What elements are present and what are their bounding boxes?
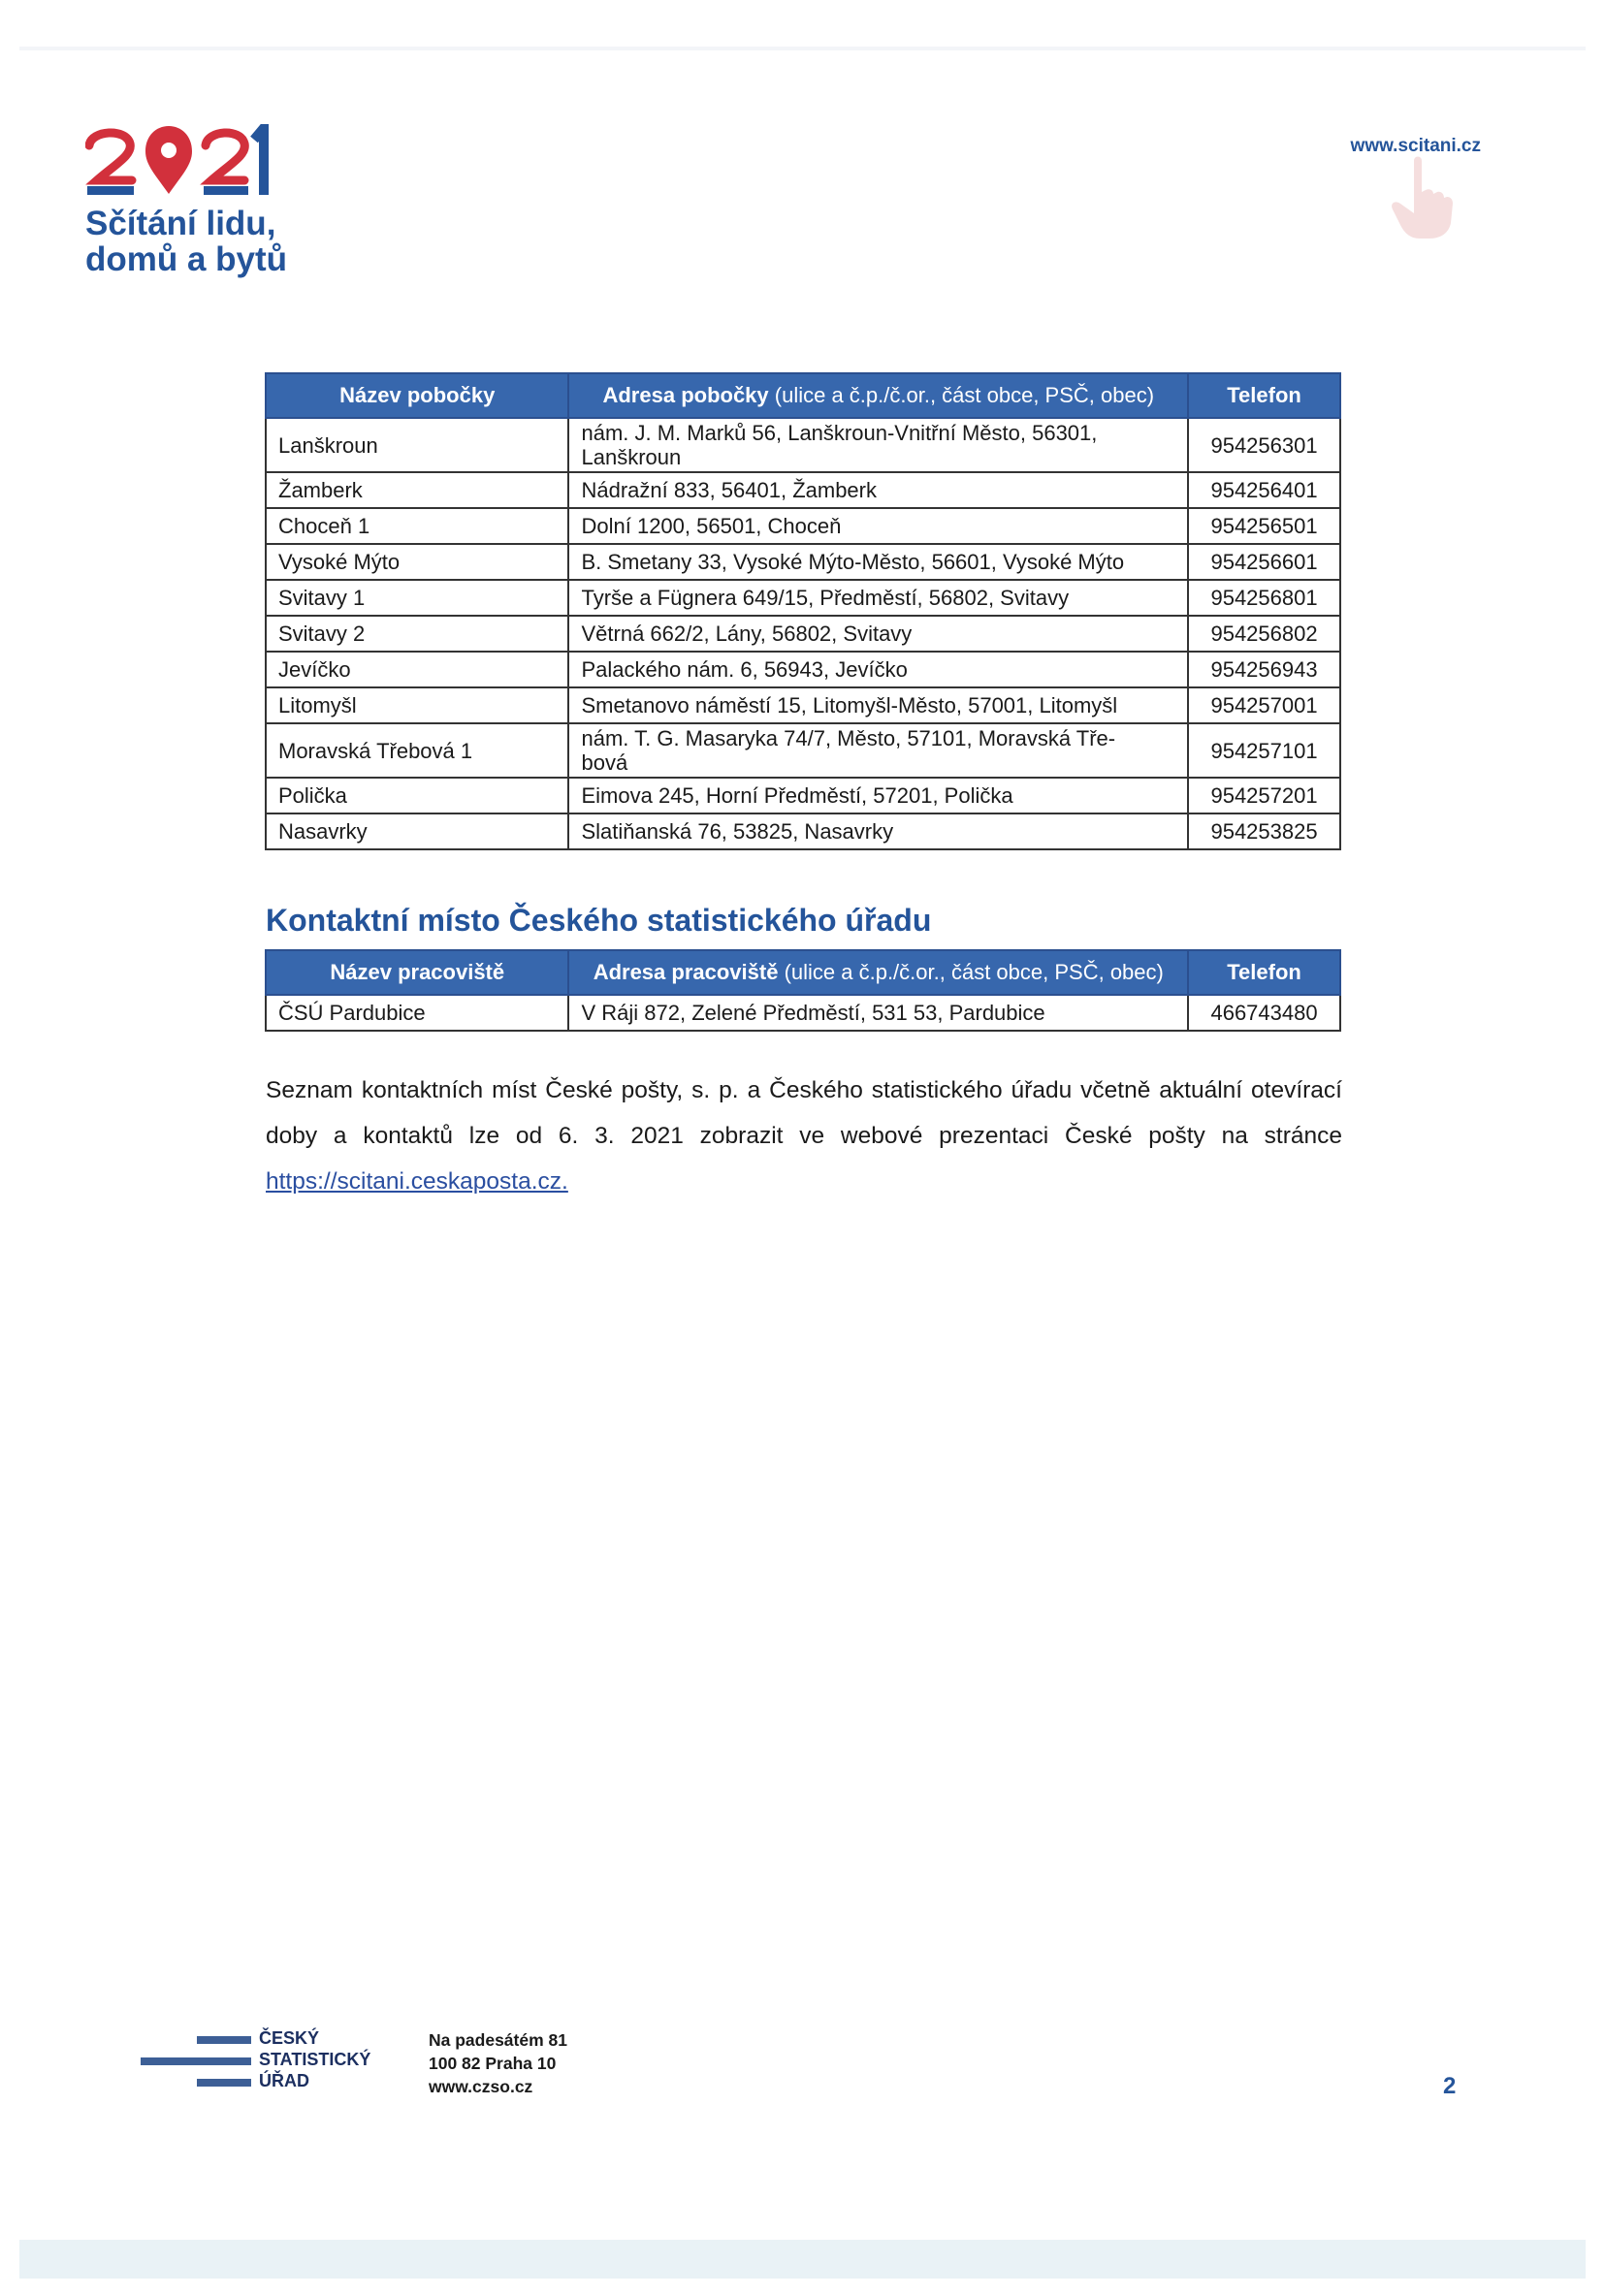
office-address: V Ráji 872, Zelené Předměstí, 531 53, Pardubice <box>568 995 1188 1031</box>
logo-bar <box>197 2079 251 2087</box>
column-header-address: Adresa pracoviště (ulice a č.p./č.or., část obce, PSČ, obec) <box>568 950 1188 995</box>
branch-name: Litomyšl <box>266 687 568 723</box>
table-row <box>266 472 1340 508</box>
table-row <box>266 723 1340 778</box>
logo-title-line1: Sčítání lidu, <box>85 205 276 242</box>
address-website[interactable]: www.czso.cz <box>429 2077 533 2096</box>
logo-bar <box>141 2057 251 2065</box>
branch-name: Polička <box>266 778 568 813</box>
census-2021-logo-mark <box>85 124 270 197</box>
table-row <box>266 508 1340 544</box>
branch-phone: 954256401 <box>1188 472 1340 508</box>
info-paragraph <box>266 1068 1342 1204</box>
branch-phone: 954256601 <box>1188 544 1340 580</box>
branch-address: Nádražní 833, 56401, Žamberk <box>568 472 1188 508</box>
table-row <box>266 778 1340 813</box>
branch-name: Svitavy 1 <box>266 580 568 616</box>
branch-phone: 954253825 <box>1188 813 1340 849</box>
branch-phone: 954256943 <box>1188 652 1340 687</box>
table-row <box>266 580 1340 616</box>
column-header-name: Název pracoviště <box>266 950 568 995</box>
branch-address: Smetanovo náměstí 15, Litomyšl-Město, 57001, Litomyšl <box>568 687 1188 723</box>
branch-table-header <box>266 373 1340 418</box>
branch-address: nám. T. G. Masaryka 74/7, Město, 57101, Moravská Tře- bová <box>568 723 1188 778</box>
branch-table <box>265 372 1341 850</box>
branch-address: nám. J. M. Marků 56, Lanškroun-Vnitřní Město, 56301, Lanškroun <box>568 418 1188 472</box>
table-row <box>266 813 1340 849</box>
branch-name: Lanškroun <box>266 418 568 472</box>
column-header-address: Adresa pobočky (ulice a č.p./č.or., část obce, PSČ, obec) <box>568 373 1188 418</box>
branch-address: Tyrše a Fügnera 649/15, Předměstí, 56802, Svitavy <box>568 580 1188 616</box>
footer-address <box>429 2028 567 2098</box>
branch-phone: 954256301 <box>1188 418 1340 472</box>
branch-address: Eimova 245, Horní Předměstí, 57201, Polička <box>568 778 1188 813</box>
branch-phone: 954256801 <box>1188 580 1340 616</box>
csu-table-header <box>266 950 1340 995</box>
column-header-phone: Telefon <box>1188 373 1340 418</box>
branch-phone: 954257001 <box>1188 687 1340 723</box>
hand-pointer-icon <box>1387 153 1455 240</box>
section-title: Kontaktní místo Českého statistického úřadu <box>266 903 932 938</box>
table-row <box>266 652 1340 687</box>
column-header-phone: Telefon <box>1188 950 1340 995</box>
branch-phone: 954257101 <box>1188 723 1340 778</box>
branch-address: B. Smetany 33, Vysoké Mýto-Město, 56601, Vysoké Mýto <box>568 544 1188 580</box>
branch-name: Nasavrky <box>266 813 568 849</box>
csu-table <box>265 949 1341 1032</box>
office-name: ČSÚ Pardubice <box>266 995 568 1031</box>
scan-edge-bottom <box>19 2240 1586 2279</box>
column-header-name: Název pobočky <box>266 373 568 418</box>
czso-name-line3: ÚŘAD <box>259 2071 309 2090</box>
table-row <box>266 687 1340 723</box>
info-text: Seznam kontaktních míst České pošty, s. p. a Českého statistického úřadu včetně aktuální otevírací doby a kontaktů lze od 6. 3. 2021 zobrazit ve webové prezentaci České pošty na stránce <box>266 1077 1342 1149</box>
branch-name: Žamberk <box>266 472 568 508</box>
table-row <box>266 995 1340 1031</box>
branch-address: Větrná 662/2, Lány, 56802, Svitavy <box>568 616 1188 652</box>
branch-phone: 954256501 <box>1188 508 1340 544</box>
logo-bar <box>197 2036 251 2044</box>
branch-name: Choceň 1 <box>266 508 568 544</box>
branch-phone: 954256802 <box>1188 616 1340 652</box>
branch-address: Palackého nám. 6, 56943, Jevíčko <box>568 652 1188 687</box>
page-number: 2 <box>1443 2073 1457 2099</box>
branch-address: Slatiňanská 76, 53825, Nasavrky <box>568 813 1188 849</box>
czso-name-line1: ČESKÝ <box>259 2028 320 2048</box>
branch-name: Vysoké Mýto <box>266 544 568 580</box>
address-street: Na padesátém 81 <box>429 2030 567 2050</box>
branch-name: Svitavy 2 <box>266 616 568 652</box>
branch-name: Jevíčko <box>266 652 568 687</box>
branch-address: Dolní 1200, 56501, Choceň <box>568 508 1188 544</box>
table-row <box>266 616 1340 652</box>
czso-name-line2: STATISTICKÝ <box>259 2050 371 2069</box>
table-row <box>266 544 1340 580</box>
branch-name: Moravská Třebová 1 <box>266 723 568 778</box>
logo-title-line2: domů a bytů <box>85 240 288 278</box>
table-row <box>266 418 1340 472</box>
czso-logo <box>141 2028 402 2096</box>
ceskaposta-link[interactable]: https://scitani.ceskaposta.cz. <box>266 1168 568 1195</box>
website-link[interactable]: www.scitani.cz <box>1350 136 1481 156</box>
branch-phone: 954257201 <box>1188 778 1340 813</box>
scan-edge-top <box>19 47 1586 50</box>
address-city: 100 82 Praha 10 <box>429 2054 557 2073</box>
office-phone: 466743480 <box>1188 995 1340 1031</box>
